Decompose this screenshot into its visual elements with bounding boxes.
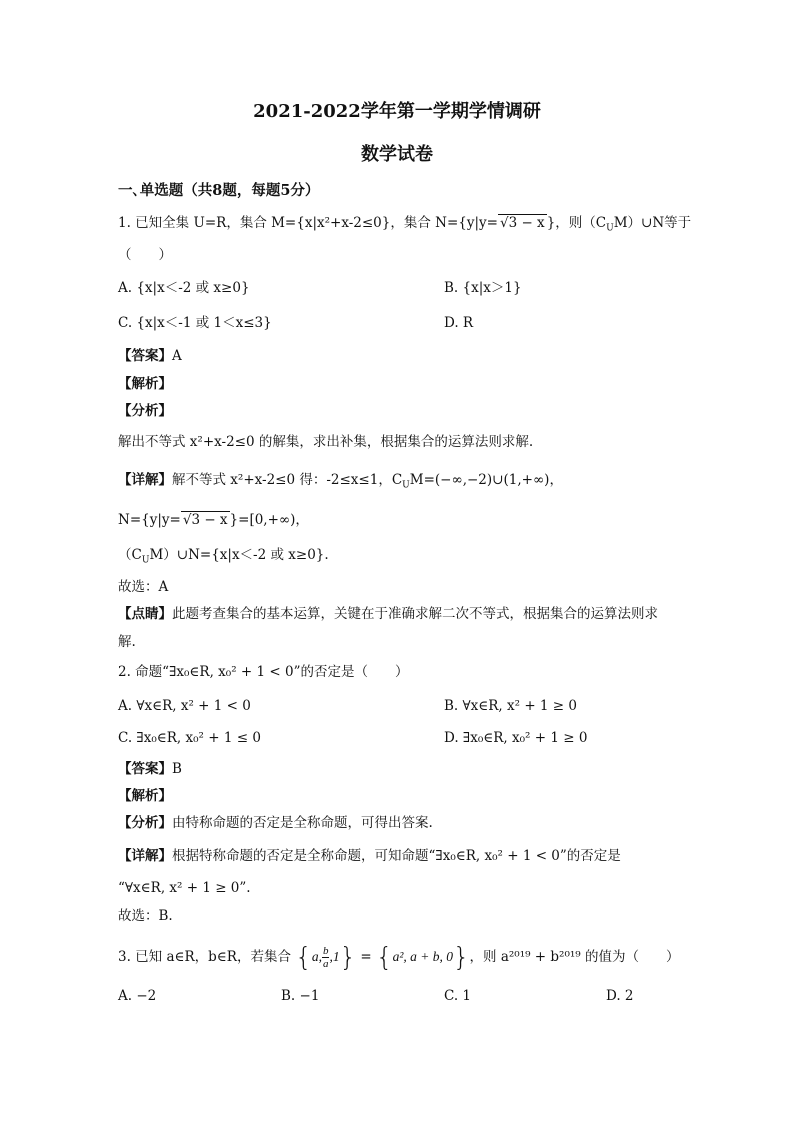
q1-sqrt: √3 − x <box>499 215 545 231</box>
page-subtitle: 数学试卷 <box>361 144 433 165</box>
q1-detail-line1 <box>118 470 563 496</box>
q3-right-brace-1: } <box>339 942 357 973</box>
q2-answer-value: B <box>172 761 182 777</box>
q2-detail-text1: 根据特称命题的否定是全称命题，可知命题“∃x₀∈R, x₀² + 1 < 0”的否定是 <box>172 848 621 864</box>
q2-option-b: B. ∀x∈R, x² + 1 ≥ 0 <box>444 698 577 714</box>
q3-left-brace-2: { <box>376 942 393 973</box>
q1-line3-sub: U <box>141 555 150 566</box>
q1-option-d: D. R <box>444 315 474 331</box>
q3-stem-part2: ，则 a²⁰¹⁹ + b²⁰¹⁹ 的值为（ ） <box>469 949 680 965</box>
q1-dianjing-tag: 【点睛】 <box>118 606 172 622</box>
q2-detail-line1 <box>118 846 621 866</box>
q1-dianjing-line1 <box>118 604 658 624</box>
q3-left-brace-1: { <box>295 942 312 973</box>
q3-stem <box>118 942 680 973</box>
q1-detail-part2: M=(−∞,−2)∪(1,+∞)， <box>409 472 563 488</box>
q2-fenxi-text: 由特称命题的否定是全称命题，可得出答案. <box>172 815 433 831</box>
q1-line2-sqrt: √3 − x <box>182 512 228 528</box>
q1-stem <box>118 213 691 239</box>
q2-stem: 2. 命题“∃x₀∈R, x₀² + 1 < 0”的否定是（ ） <box>118 664 409 680</box>
q3-frac-den: a <box>322 958 329 970</box>
q1-answer-value: A <box>172 348 182 364</box>
q1-dianjing-line2: 解. <box>118 634 136 650</box>
q3-option-c: C. 1 <box>444 988 472 1004</box>
page-title: 2021-2022学年第一学期学情调研 <box>253 101 541 122</box>
q2-choose: 故选：B. <box>118 908 173 924</box>
q1-jiexi-tag: 【解析】 <box>118 376 172 392</box>
q1-detail-sub: U <box>402 480 410 491</box>
q2-fenxi-tag: 【分析】 <box>118 815 172 831</box>
q1-fenxi-text: 解出不等式 x²+x-2≤0 的解集，求出补集，根据集合的运算法则求解. <box>118 434 534 450</box>
q1-line2-part1: N={y|y= <box>118 512 181 528</box>
q3-option-d: D. 2 <box>606 988 634 1004</box>
q2-answer <box>118 759 182 779</box>
q2-option-a: A. ∀x∈R, x² + 1 < 0 <box>118 698 251 714</box>
q1-option-a: A. {x|x＜-2 或 x≥0} <box>118 280 250 296</box>
q1-stem-part2: }，则（C <box>546 215 607 231</box>
q1-line2-sqrt-content: 3 − x <box>191 512 228 528</box>
q1-stem-part3: M）∪N等于 <box>613 215 692 231</box>
section-heading: 一､单选题（共8题，每题5分） <box>118 182 320 199</box>
q2-option-d: D. ∃x₀∈R, x₀² + 1 ≥ 0 <box>444 730 588 746</box>
q1-answer <box>118 346 182 366</box>
q3-option-b: B. −1 <box>281 988 320 1004</box>
q3-set1-part2: ,1 <box>329 949 340 964</box>
q1-sqrt-content: 3 − x <box>508 215 545 231</box>
q1-detail-line3 <box>118 545 329 571</box>
q1-option-b: B. {x|x＞1} <box>444 280 522 296</box>
q1-paren: （ ） <box>118 247 172 263</box>
q1-detail-tag: 【详解】 <box>118 472 172 488</box>
q3-equals: = <box>360 949 372 965</box>
q3-set1-part1: a, <box>311 949 322 964</box>
q2-fenxi <box>118 813 433 833</box>
q1-dianjing-text1: 此题考查集合的基本运算，关键在于准确求解二次不等式，根据集合的运算法则求 <box>172 606 658 622</box>
q3-option-a: A. −2 <box>118 988 157 1004</box>
q1-line3-part1: （C <box>118 547 142 563</box>
q1-answer-tag: 【答案】 <box>118 348 172 364</box>
q3-stem-part1: 3. 已知 a∈R，b∈R，若集合 <box>118 949 291 965</box>
q1-detail-line2 <box>118 510 309 530</box>
q1-fenxi-tag: 【分析】 <box>118 403 172 419</box>
q1-detail-part1: 解不等式 x²+x-2≤0 得：-2≤x≤1，C <box>172 472 403 488</box>
q3-frac-num: b <box>322 945 329 957</box>
q3-right-brace-2: } <box>452 942 470 973</box>
q2-answer-tag: 【答案】 <box>118 761 172 777</box>
q1-choose: 故选：A <box>118 579 169 595</box>
q1-stem-sub: U <box>606 223 614 234</box>
q3-set2: a², a + b, 0 <box>392 949 453 964</box>
q1-line2-part2: }=[0,+∞)， <box>229 512 309 528</box>
q1-stem-part1: 1. 已知全集 U=R，集合 M={x|x²+x-2≤0}，集合 N={y|y= <box>118 215 498 231</box>
q2-detail-line2: “∀x∈R, x² + 1 ≥ 0”. <box>118 880 251 896</box>
q1-option-c: C. {x|x＜-1 或 1＜x≤3} <box>118 315 272 331</box>
q2-detail-tag: 【详解】 <box>118 848 172 864</box>
q2-option-c: C. ∃x₀∈R, x₀² + 1 ≤ 0 <box>118 730 261 746</box>
q1-line3-part2: M）∪N={x|x＜-2 或 x≥0}. <box>149 547 329 563</box>
q2-jiexi-tag: 【解析】 <box>118 788 172 804</box>
